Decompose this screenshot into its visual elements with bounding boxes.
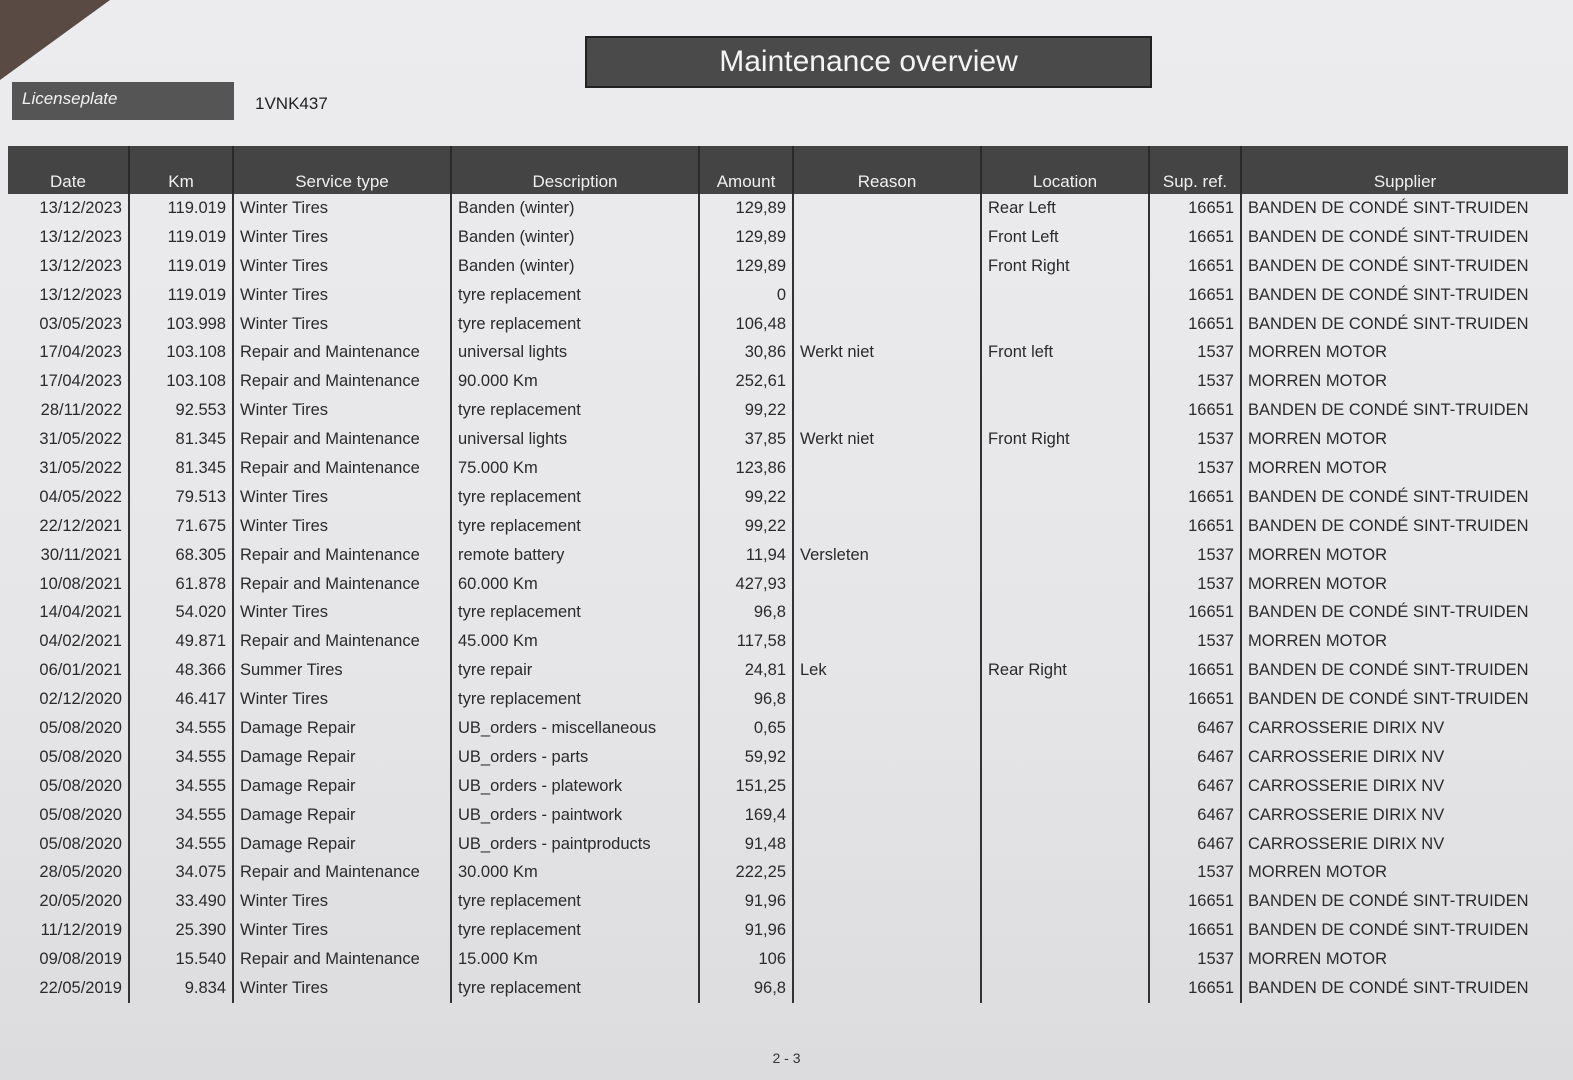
location-cell — [981, 974, 1149, 1003]
amount-cell: 96,8 — [699, 974, 793, 1003]
reason-cell — [793, 194, 981, 223]
sup-ref-cell: 16651 — [1149, 281, 1241, 310]
table-row — [8, 714, 1568, 743]
date-cell: 05/08/2020 — [39, 776, 122, 795]
amount-cell: 106,48 — [699, 310, 793, 339]
table-row — [8, 627, 1568, 656]
reason-cell — [793, 974, 981, 1003]
table-row — [8, 367, 1568, 396]
date-cell: 13/12/2023 — [39, 256, 122, 275]
reason-cell — [793, 830, 981, 859]
table-header-row — [8, 146, 1568, 194]
km-cell: 34.075 — [129, 858, 233, 887]
supplier-cell: BANDEN DE CONDÉ SINT-TRUIDEN — [1241, 396, 1568, 425]
supplier-cell: CARROSSERIE DIRIX NV — [1241, 743, 1568, 772]
date-cell: 04/02/2021 — [39, 632, 122, 651]
service-type-cell: Winter Tires — [233, 281, 451, 310]
date-cell: 05/08/2020 — [39, 805, 122, 824]
background-corner — [0, 0, 110, 80]
service-type-cell: Repair and Maintenance — [233, 541, 451, 570]
date-cell: 06/01/2021 — [39, 661, 122, 680]
km-cell: 119.019 — [129, 281, 233, 310]
description-cell: 75.000 Km — [451, 454, 699, 483]
sup-ref-cell: 16651 — [1149, 974, 1241, 1003]
location-cell: Rear Right — [981, 656, 1149, 685]
date-cell: 13/12/2023 — [39, 227, 122, 246]
date-cell: 14/04/2021 — [39, 603, 122, 622]
km-cell: 9.834 — [129, 974, 233, 1003]
table-row — [8, 483, 1568, 512]
reason-cell: Werkt niet — [793, 425, 981, 454]
reason-cell — [793, 685, 981, 714]
amount-cell: 91,96 — [699, 916, 793, 945]
km-cell: 34.555 — [129, 801, 233, 830]
amount-cell: 91,48 — [699, 830, 793, 859]
maintenance-table — [8, 146, 1568, 1003]
km-cell: 15.540 — [129, 945, 233, 974]
amount-cell: 252,61 — [699, 367, 793, 396]
reason-cell — [793, 916, 981, 945]
amount-cell: 123,86 — [699, 454, 793, 483]
location-cell — [981, 396, 1149, 425]
licenseplate-label: Licenseplate — [12, 82, 234, 120]
table-row — [8, 830, 1568, 859]
table-row — [8, 281, 1568, 310]
date-cell: 04/05/2022 — [39, 487, 122, 506]
supplier-cell: BANDEN DE CONDÉ SINT-TRUIDEN — [1241, 252, 1568, 281]
reason-cell — [793, 570, 981, 599]
table-row — [8, 598, 1568, 627]
column-header-date: Date — [8, 146, 129, 194]
sup-ref-cell: 6467 — [1149, 801, 1241, 830]
service-type-cell: Repair and Maintenance — [233, 570, 451, 599]
amount-cell: 37,85 — [699, 425, 793, 454]
location-cell — [981, 281, 1149, 310]
sup-ref-cell: 6467 — [1149, 772, 1241, 801]
location-cell — [981, 367, 1149, 396]
location-cell — [981, 945, 1149, 974]
reason-cell — [793, 801, 981, 830]
location-cell — [981, 858, 1149, 887]
amount-cell: 117,58 — [699, 627, 793, 656]
service-type-cell: Repair and Maintenance — [233, 858, 451, 887]
date-cell: 05/08/2020 — [39, 718, 122, 737]
description-cell: UB_orders - paintproducts — [451, 830, 699, 859]
km-cell: 34.555 — [129, 830, 233, 859]
amount-cell: 96,8 — [699, 598, 793, 627]
service-type-cell: Winter Tires — [233, 598, 451, 627]
table-row — [8, 656, 1568, 685]
service-type-cell: Winter Tires — [233, 974, 451, 1003]
km-cell: 119.019 — [129, 252, 233, 281]
description-cell: 90.000 Km — [451, 367, 699, 396]
service-type-cell: Winter Tires — [233, 483, 451, 512]
reason-cell — [793, 772, 981, 801]
service-type-cell: Repair and Maintenance — [233, 367, 451, 396]
supplier-cell: BANDEN DE CONDÉ SINT-TRUIDEN — [1241, 974, 1568, 1003]
date-cell: 09/08/2019 — [39, 950, 122, 969]
description-cell: UB_orders - miscellaneous — [451, 714, 699, 743]
description-cell: tyre replacement — [451, 512, 699, 541]
reason-cell — [793, 714, 981, 743]
supplier-cell: BANDEN DE CONDÉ SINT-TRUIDEN — [1241, 194, 1568, 223]
amount-cell: 129,89 — [699, 194, 793, 223]
date-cell: 28/05/2020 — [39, 863, 122, 882]
service-type-cell: Winter Tires — [233, 396, 451, 425]
description-cell: tyre replacement — [451, 396, 699, 425]
location-cell: Front left — [981, 338, 1149, 367]
location-cell — [981, 772, 1149, 801]
supplier-cell: MORREN MOTOR — [1241, 570, 1568, 599]
column-header-service-type: Service type — [233, 146, 451, 194]
amount-cell: 11,94 — [699, 541, 793, 570]
reason-cell — [793, 483, 981, 512]
description-cell: UB_orders - paintwork — [451, 801, 699, 830]
supplier-cell: BANDEN DE CONDÉ SINT-TRUIDEN — [1241, 281, 1568, 310]
supplier-cell: BANDEN DE CONDÉ SINT-TRUIDEN — [1241, 656, 1568, 685]
service-type-cell: Winter Tires — [233, 223, 451, 252]
column-header-supplier: Supplier — [1241, 146, 1568, 194]
km-cell: 103.998 — [129, 310, 233, 339]
column-header-sup-ref: Sup. ref. — [1149, 146, 1241, 194]
table-row — [8, 685, 1568, 714]
supplier-cell: BANDEN DE CONDÉ SINT-TRUIDEN — [1241, 916, 1568, 945]
sup-ref-cell: 16651 — [1149, 887, 1241, 916]
km-cell: 92.553 — [129, 396, 233, 425]
table-row — [8, 945, 1568, 974]
table-row — [8, 338, 1568, 367]
amount-cell: 99,22 — [699, 483, 793, 512]
reason-cell: Versleten — [793, 541, 981, 570]
sup-ref-cell: 1537 — [1149, 945, 1241, 974]
table-row — [8, 194, 1568, 223]
amount-cell: 99,22 — [699, 512, 793, 541]
service-type-cell: Repair and Maintenance — [233, 338, 451, 367]
table-row — [8, 858, 1568, 887]
km-cell: 54.020 — [129, 598, 233, 627]
sup-ref-cell: 16651 — [1149, 310, 1241, 339]
service-type-cell: Repair and Maintenance — [233, 945, 451, 974]
licenseplate-value: 1VNK437 — [255, 94, 328, 113]
supplier-cell: BANDEN DE CONDÉ SINT-TRUIDEN — [1241, 685, 1568, 714]
date-cell: 17/04/2023 — [39, 343, 122, 362]
km-cell: 119.019 — [129, 194, 233, 223]
location-cell — [981, 627, 1149, 656]
sup-ref-cell: 1537 — [1149, 454, 1241, 483]
sup-ref-cell: 16651 — [1149, 512, 1241, 541]
service-type-cell: Damage Repair — [233, 830, 451, 859]
column-header-amount: Amount — [699, 146, 793, 194]
km-cell: 81.345 — [129, 425, 233, 454]
supplier-cell: BANDEN DE CONDÉ SINT-TRUIDEN — [1241, 223, 1568, 252]
sup-ref-cell: 6467 — [1149, 830, 1241, 859]
location-cell: Front Right — [981, 252, 1149, 281]
service-type-cell: Winter Tires — [233, 512, 451, 541]
location-cell — [981, 454, 1149, 483]
location-cell — [981, 830, 1149, 859]
amount-cell: 129,89 — [699, 223, 793, 252]
location-cell — [981, 714, 1149, 743]
table-row — [8, 974, 1568, 1003]
table-row — [8, 887, 1568, 916]
supplier-cell: MORREN MOTOR — [1241, 425, 1568, 454]
km-cell: 79.513 — [129, 483, 233, 512]
km-cell: 34.555 — [129, 772, 233, 801]
sup-ref-cell: 1537 — [1149, 858, 1241, 887]
reason-cell — [793, 598, 981, 627]
date-cell: 20/05/2020 — [39, 892, 122, 911]
sup-ref-cell: 1537 — [1149, 570, 1241, 599]
date-cell: 02/12/2020 — [39, 690, 122, 709]
date-cell: 17/04/2023 — [39, 372, 122, 391]
location-cell — [981, 801, 1149, 830]
description-cell: 15.000 Km — [451, 945, 699, 974]
description-cell: universal lights — [451, 338, 699, 367]
description-cell: Banden (winter) — [451, 252, 699, 281]
sup-ref-cell: 1537 — [1149, 367, 1241, 396]
reason-cell — [793, 223, 981, 252]
description-cell: 30.000 Km — [451, 858, 699, 887]
service-type-cell: Damage Repair — [233, 714, 451, 743]
amount-cell: 0,65 — [699, 714, 793, 743]
km-cell: 103.108 — [129, 367, 233, 396]
amount-cell: 222,25 — [699, 858, 793, 887]
description-cell: tyre replacement — [451, 916, 699, 945]
km-cell: 34.555 — [129, 714, 233, 743]
sup-ref-cell: 1537 — [1149, 338, 1241, 367]
location-cell: Front Left — [981, 223, 1149, 252]
description-cell: universal lights — [451, 425, 699, 454]
sup-ref-cell: 1537 — [1149, 541, 1241, 570]
amount-cell: 151,25 — [699, 772, 793, 801]
description-cell: tyre replacement — [451, 598, 699, 627]
amount-cell: 99,22 — [699, 396, 793, 425]
reason-cell — [793, 454, 981, 483]
date-cell: 03/05/2023 — [39, 314, 122, 333]
amount-cell: 24,81 — [699, 656, 793, 685]
description-cell: Banden (winter) — [451, 223, 699, 252]
date-cell: 22/12/2021 — [39, 516, 122, 535]
table-row — [8, 570, 1568, 599]
column-header-location: Location — [981, 146, 1149, 194]
supplier-cell: MORREN MOTOR — [1241, 367, 1568, 396]
supplier-cell: MORREN MOTOR — [1241, 338, 1568, 367]
km-cell: 71.675 — [129, 512, 233, 541]
table-row — [8, 310, 1568, 339]
location-cell — [981, 541, 1149, 570]
table-body — [8, 194, 1568, 1003]
sup-ref-cell: 16651 — [1149, 252, 1241, 281]
sup-ref-cell: 16651 — [1149, 223, 1241, 252]
sup-ref-cell: 16651 — [1149, 656, 1241, 685]
location-cell — [981, 887, 1149, 916]
reason-cell — [793, 396, 981, 425]
supplier-cell: BANDEN DE CONDÉ SINT-TRUIDEN — [1241, 512, 1568, 541]
location-cell — [981, 512, 1149, 541]
reason-cell — [793, 945, 981, 974]
table-row — [8, 223, 1568, 252]
location-cell — [981, 916, 1149, 945]
amount-cell: 91,96 — [699, 887, 793, 916]
table-row — [8, 772, 1568, 801]
column-header-reason: Reason — [793, 146, 981, 194]
location-cell — [981, 685, 1149, 714]
table-row — [8, 252, 1568, 281]
service-type-cell: Repair and Maintenance — [233, 627, 451, 656]
date-cell: 28/11/2022 — [40, 401, 122, 420]
supplier-cell: MORREN MOTOR — [1241, 454, 1568, 483]
page-number: 2 - 3 — [772, 1050, 801, 1066]
reason-cell — [793, 858, 981, 887]
km-cell: 119.019 — [129, 223, 233, 252]
supplier-cell: CARROSSERIE DIRIX NV — [1241, 772, 1568, 801]
service-type-cell: Winter Tires — [233, 310, 451, 339]
description-cell: Banden (winter) — [451, 194, 699, 223]
service-type-cell: Winter Tires — [233, 916, 451, 945]
supplier-cell: CARROSSERIE DIRIX NV — [1241, 801, 1568, 830]
sup-ref-cell: 1537 — [1149, 425, 1241, 454]
km-cell: 49.871 — [129, 627, 233, 656]
sup-ref-cell: 16651 — [1149, 483, 1241, 512]
sup-ref-cell: 6467 — [1149, 743, 1241, 772]
amount-cell: 169,4 — [699, 801, 793, 830]
column-header-km: Km — [129, 146, 233, 194]
table-row — [8, 916, 1568, 945]
sup-ref-cell: 16651 — [1149, 194, 1241, 223]
supplier-cell: BANDEN DE CONDÉ SINT-TRUIDEN — [1241, 483, 1568, 512]
reason-cell: Lek — [793, 656, 981, 685]
location-cell — [981, 743, 1149, 772]
date-cell: 05/08/2020 — [39, 834, 122, 853]
date-cell: 22/05/2019 — [39, 978, 122, 997]
sup-ref-cell: 16651 — [1149, 396, 1241, 425]
reason-cell — [793, 743, 981, 772]
km-cell: 48.366 — [129, 656, 233, 685]
table-row — [8, 512, 1568, 541]
supplier-cell: CARROSSERIE DIRIX NV — [1241, 714, 1568, 743]
table-row — [8, 541, 1568, 570]
table-row — [8, 743, 1568, 772]
description-cell: tyre replacement — [451, 483, 699, 512]
amount-cell: 427,93 — [699, 570, 793, 599]
description-cell: UB_orders - parts — [451, 743, 699, 772]
km-cell: 68.305 — [129, 541, 233, 570]
reason-cell — [793, 512, 981, 541]
table-row — [8, 425, 1568, 454]
amount-cell: 30,86 — [699, 338, 793, 367]
amount-cell: 0 — [699, 281, 793, 310]
table-row — [8, 801, 1568, 830]
location-cell — [981, 570, 1149, 599]
date-cell: 31/05/2022 — [39, 430, 122, 449]
service-type-cell: Summer Tires — [233, 656, 451, 685]
km-cell: 61.878 — [129, 570, 233, 599]
location-cell — [981, 310, 1149, 339]
description-cell: remote battery — [451, 541, 699, 570]
reason-cell — [793, 281, 981, 310]
supplier-cell: MORREN MOTOR — [1241, 541, 1568, 570]
location-cell: Front Right — [981, 425, 1149, 454]
description-cell: UB_orders - platework — [451, 772, 699, 801]
date-cell: 10/08/2021 — [39, 574, 122, 593]
sup-ref-cell: 6467 — [1149, 714, 1241, 743]
supplier-cell: BANDEN DE CONDÉ SINT-TRUIDEN — [1241, 598, 1568, 627]
service-type-cell: Repair and Maintenance — [233, 425, 451, 454]
km-cell: 33.490 — [129, 887, 233, 916]
description-cell: tyre repair — [451, 656, 699, 685]
reason-cell — [793, 367, 981, 396]
description-cell: tyre replacement — [451, 974, 699, 1003]
date-cell: 11/12/2019 — [40, 921, 122, 940]
location-cell — [981, 483, 1149, 512]
km-cell: 103.108 — [129, 338, 233, 367]
amount-cell: 96,8 — [699, 685, 793, 714]
table-row — [8, 454, 1568, 483]
reason-cell: Werkt niet — [793, 338, 981, 367]
date-cell: 13/12/2023 — [39, 285, 122, 304]
description-cell: 60.000 Km — [451, 570, 699, 599]
description-cell: tyre replacement — [451, 281, 699, 310]
description-cell: tyre replacement — [451, 887, 699, 916]
service-type-cell: Winter Tires — [233, 252, 451, 281]
service-type-cell: Winter Tires — [233, 194, 451, 223]
date-cell: 13/12/2023 — [39, 198, 122, 217]
sup-ref-cell: 16651 — [1149, 598, 1241, 627]
location-cell: Rear Left — [981, 194, 1149, 223]
date-cell: 05/08/2020 — [39, 747, 122, 766]
km-cell: 46.417 — [129, 685, 233, 714]
service-type-cell: Damage Repair — [233, 743, 451, 772]
km-cell: 81.345 — [129, 454, 233, 483]
reason-cell — [793, 627, 981, 656]
supplier-cell: BANDEN DE CONDÉ SINT-TRUIDEN — [1241, 887, 1568, 916]
sup-ref-cell: 16651 — [1149, 916, 1241, 945]
date-cell: 31/05/2022 — [39, 458, 122, 477]
page-title: Maintenance overview — [585, 36, 1152, 88]
amount-cell: 59,92 — [699, 743, 793, 772]
km-cell: 25.390 — [129, 916, 233, 945]
amount-cell: 106 — [699, 945, 793, 974]
description-cell: tyre replacement — [451, 685, 699, 714]
km-cell: 34.555 — [129, 743, 233, 772]
supplier-cell: MORREN MOTOR — [1241, 627, 1568, 656]
supplier-cell: MORREN MOTOR — [1241, 945, 1568, 974]
reason-cell — [793, 887, 981, 916]
supplier-cell: MORREN MOTOR — [1241, 858, 1568, 887]
supplier-cell: CARROSSERIE DIRIX NV — [1241, 830, 1568, 859]
sup-ref-cell: 1537 — [1149, 627, 1241, 656]
amount-cell: 129,89 — [699, 252, 793, 281]
date-cell: 30/11/2021 — [40, 545, 122, 564]
location-cell — [981, 598, 1149, 627]
column-header-description: Description — [451, 146, 699, 194]
service-type-cell: Winter Tires — [233, 685, 451, 714]
service-type-cell: Winter Tires — [233, 887, 451, 916]
service-type-cell: Damage Repair — [233, 801, 451, 830]
description-cell: 45.000 Km — [451, 627, 699, 656]
reason-cell — [793, 252, 981, 281]
description-cell: tyre replacement — [451, 310, 699, 339]
table-row — [8, 396, 1568, 425]
service-type-cell: Damage Repair — [233, 772, 451, 801]
sup-ref-cell: 16651 — [1149, 685, 1241, 714]
reason-cell — [793, 310, 981, 339]
supplier-cell: BANDEN DE CONDÉ SINT-TRUIDEN — [1241, 310, 1568, 339]
service-type-cell: Repair and Maintenance — [233, 454, 451, 483]
